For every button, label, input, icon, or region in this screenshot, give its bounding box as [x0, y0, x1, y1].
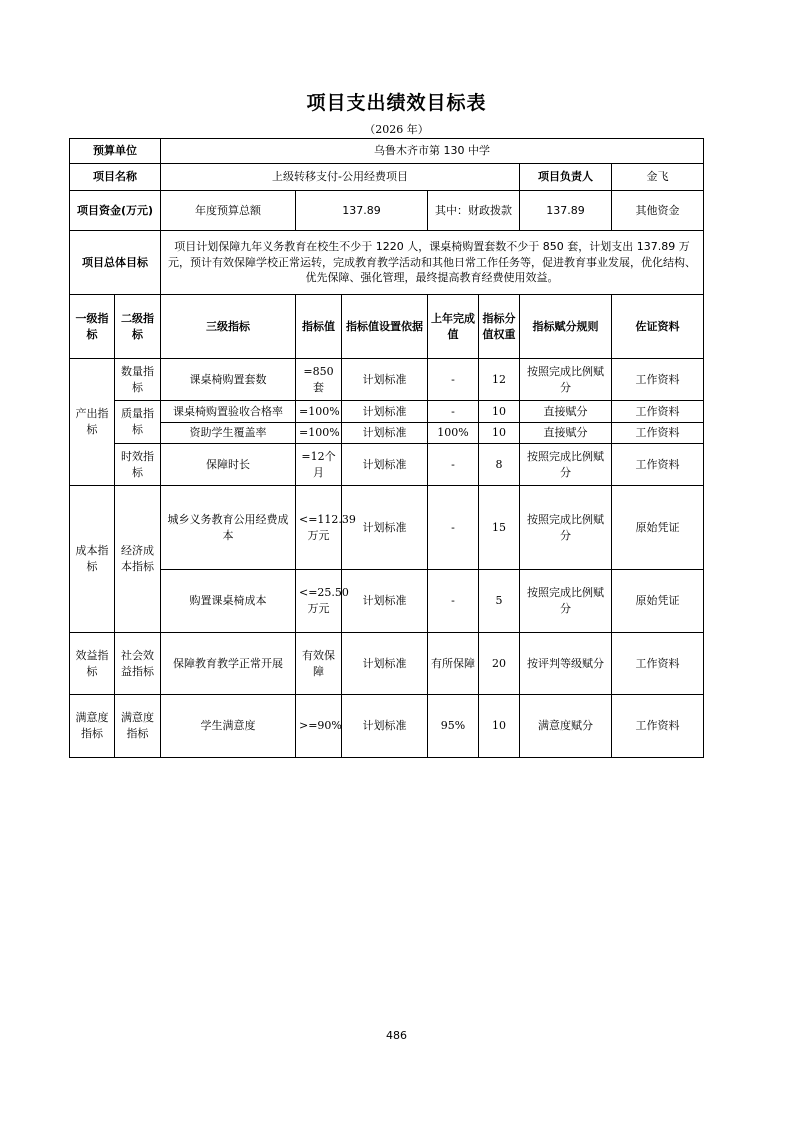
row-basis: 计划标准 — [342, 444, 428, 486]
row-weight: 10 — [479, 695, 520, 758]
row-value: =12个月 — [296, 444, 342, 486]
row-weight: 12 — [479, 359, 520, 401]
row-basis: 计划标准 — [342, 401, 428, 423]
header-last-year: 上年完成值 — [428, 295, 479, 359]
goal-text: 项目计划保障九年义务教育在校生不少于 1220 人，课桌椅购置套数不少于 850 套，计划支出 137.89 万元，预计有效保障学校正常运转，完成教育教学活动和其他日常工作任务等，促进教育事业发展，优化结构、优先保障、强化管理，最终提高教育经费使用效益。 — [161, 231, 704, 295]
row-last-year: 100% — [428, 423, 479, 444]
table-row — [70, 486, 704, 570]
header-evidence: 佐证资料 — [612, 295, 704, 359]
header-rule: 指标赋分规则 — [520, 295, 612, 359]
row-weight: 10 — [479, 401, 520, 423]
row-rule: 按照完成比例赋分 — [520, 486, 612, 570]
table-row — [70, 423, 704, 444]
project-name-row — [70, 164, 704, 191]
row-rule: 直接赋分 — [520, 401, 612, 423]
row-last-year: - — [428, 359, 479, 401]
goal-row — [70, 231, 704, 295]
funds-label: 项目资金(万元) — [70, 191, 161, 231]
row-evidence: 原始凭证 — [612, 570, 704, 633]
row-last-year: 95% — [428, 695, 479, 758]
row-value: <=25.50万元 — [296, 570, 342, 633]
header-level2: 二级指标 — [115, 295, 161, 359]
row-value: <=112.39万元 — [296, 486, 342, 570]
sub-social-benefit: 社会效益指标 — [115, 633, 161, 695]
funds-row — [70, 191, 704, 231]
header-level1: 一级指标 — [70, 295, 115, 359]
row-evidence: 工作资料 — [612, 444, 704, 486]
project-name-value: 上级转移支付-公用经费项目 — [161, 164, 520, 191]
row-rule: 满意度赋分 — [520, 695, 612, 758]
row-evidence: 原始凭证 — [612, 486, 704, 570]
row-value: >=90% — [296, 695, 342, 758]
row-evidence: 工作资料 — [612, 695, 704, 758]
row-basis: 计划标准 — [342, 359, 428, 401]
header-level3: 三级指标 — [161, 295, 296, 359]
row-last-year: - — [428, 401, 479, 423]
row-value: =100% — [296, 423, 342, 444]
sub-satisfaction: 满意度指标 — [115, 695, 161, 758]
table-row — [70, 401, 704, 423]
year-label: （2026 年） — [364, 123, 429, 136]
page-title: 项目支出绩效目标表 — [306, 92, 487, 114]
row-level3: 课桌椅购置验收合格率 — [161, 401, 296, 423]
row-weight: 5 — [479, 570, 520, 633]
row-value: =100% — [296, 401, 342, 423]
table-row — [70, 695, 704, 758]
row-level3: 购置课桌椅成本 — [161, 570, 296, 633]
row-last-year: - — [428, 486, 479, 570]
sub-economic-cost: 经济成本指标 — [115, 486, 161, 633]
header-weight: 指标分值权重 — [479, 295, 520, 359]
row-weight: 15 — [479, 486, 520, 570]
page-number: 486 — [386, 1029, 407, 1042]
goal-label: 项目总体目标 — [70, 231, 161, 295]
row-evidence: 工作资料 — [612, 423, 704, 444]
row-level3: 学生满意度 — [161, 695, 296, 758]
table-row — [70, 633, 704, 695]
row-rule: 直接赋分 — [520, 423, 612, 444]
row-rule: 按照完成比例赋分 — [520, 444, 612, 486]
sub-quality: 质量指标 — [115, 401, 161, 444]
row-rule: 按照完成比例赋分 — [520, 359, 612, 401]
row-level3: 城乡义务教育公用经费成本 — [161, 486, 296, 570]
row-level3: 资助学生覆盖率 — [161, 423, 296, 444]
row-basis: 计划标准 — [342, 570, 428, 633]
row-last-year: - — [428, 444, 479, 486]
group-benefit: 效益指标 — [70, 633, 115, 695]
table-row — [70, 359, 704, 401]
row-basis: 计划标准 — [342, 423, 428, 444]
project-leader-label: 项目负责人 — [520, 164, 612, 191]
group-satisfaction: 满意度指标 — [70, 695, 115, 758]
row-rule: 按照完成比例赋分 — [520, 570, 612, 633]
group-cost: 成本指标 — [70, 486, 115, 633]
table-row — [70, 444, 704, 486]
budget-unit-label: 预算单位 — [70, 139, 161, 164]
fiscal-allocation-value: 137.89 — [520, 191, 612, 231]
header-row — [70, 295, 704, 359]
row-last-year: 有所保障 — [428, 633, 479, 695]
sub-quantity: 数量指标 — [115, 359, 161, 401]
row-weight: 10 — [479, 423, 520, 444]
row-basis: 计划标准 — [342, 695, 428, 758]
other-funds-label: 其他资金 — [635, 203, 680, 217]
header-value: 指标值 — [296, 295, 342, 359]
other-funds-cell — [612, 191, 704, 231]
row-level3: 保障时长 — [161, 444, 296, 486]
row-evidence: 工作资料 — [612, 401, 704, 423]
header-basis: 指标值设置依据 — [342, 295, 428, 359]
sub-timeliness: 时效指标 — [115, 444, 161, 486]
fiscal-allocation-label: 其中：财政拨款 — [428, 191, 520, 231]
row-basis: 计划标准 — [342, 633, 428, 695]
row-evidence: 工作资料 — [612, 359, 704, 401]
performance-table — [69, 138, 704, 758]
row-weight: 8 — [479, 444, 520, 486]
annual-budget-label: 年度预算总额 — [161, 191, 296, 231]
budget-unit-row — [70, 139, 704, 164]
project-name-label: 项目名称 — [70, 164, 161, 191]
project-leader-value: 金飞 — [612, 164, 704, 191]
budget-unit-value: 乌鲁木齐市第 130 中学 — [161, 139, 704, 164]
row-weight: 20 — [479, 633, 520, 695]
row-evidence: 工作资料 — [612, 633, 704, 695]
row-rule: 按评判等级赋分 — [520, 633, 612, 695]
row-value: 有效保障 — [296, 633, 342, 695]
row-level3: 课桌椅购置套数 — [161, 359, 296, 401]
row-last-year: - — [428, 570, 479, 633]
annual-budget-value: 137.89 — [296, 191, 428, 231]
row-level3: 保障教育教学正常开展 — [161, 633, 296, 695]
table-row — [70, 570, 704, 633]
row-value: =850套 — [296, 359, 342, 401]
row-basis: 计划标准 — [342, 486, 428, 570]
group-output: 产出指标 — [70, 359, 115, 486]
